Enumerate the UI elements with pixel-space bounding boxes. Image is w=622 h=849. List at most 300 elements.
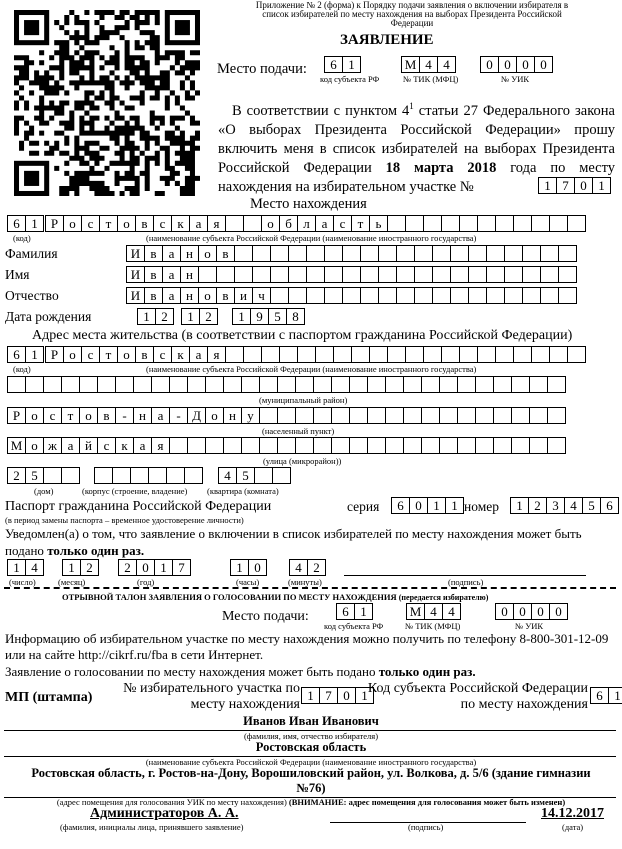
char-cell[interactable] — [94, 467, 113, 484]
char-cell[interactable] — [495, 215, 514, 232]
char-cell[interactable] — [270, 245, 289, 262]
char-cell[interactable] — [486, 287, 505, 304]
tear-uik-code[interactable] — [495, 603, 567, 620]
char-cell[interactable]: 6 — [7, 215, 26, 232]
char-cell[interactable] — [331, 376, 350, 393]
char-cell[interactable] — [439, 376, 458, 393]
char-cell[interactable] — [477, 346, 496, 363]
char-cell[interactable] — [223, 437, 242, 454]
char-cell[interactable] — [7, 376, 26, 393]
char-cell[interactable] — [225, 346, 244, 363]
char-cell[interactable] — [540, 266, 559, 283]
char-cell[interactable]: 2 — [80, 559, 99, 576]
char-cell[interactable] — [477, 215, 496, 232]
apartment-cells[interactable] — [218, 467, 290, 484]
char-cell[interactable] — [288, 266, 307, 283]
char-cell[interactable] — [567, 215, 586, 232]
residence-region-code[interactable] — [7, 346, 43, 363]
location-region-code[interactable] — [7, 215, 43, 232]
char-cell[interactable] — [133, 376, 152, 393]
house-cells[interactable] — [7, 467, 79, 484]
char-cell[interactable] — [441, 215, 460, 232]
char-cell[interactable] — [486, 245, 505, 262]
char-cell[interactable]: 4 — [564, 497, 583, 514]
char-cell[interactable] — [432, 266, 451, 283]
char-cell[interactable]: 2 — [528, 497, 547, 514]
char-cell[interactable] — [288, 287, 307, 304]
char-cell[interactable] — [295, 437, 314, 454]
char-cell[interactable] — [549, 215, 568, 232]
char-cell[interactable]: 6 — [391, 497, 410, 514]
char-cell[interactable]: с — [43, 407, 62, 424]
char-cell[interactable] — [396, 245, 415, 262]
char-cell[interactable]: и — [234, 287, 253, 304]
char-cell[interactable] — [254, 467, 273, 484]
passport-number[interactable] — [510, 497, 618, 514]
char-cell[interactable]: 0 — [534, 56, 553, 73]
birth-year[interactable] — [232, 308, 304, 325]
char-cell[interactable] — [130, 467, 149, 484]
char-cell[interactable] — [475, 376, 494, 393]
char-cell[interactable] — [198, 266, 217, 283]
char-cell[interactable]: 0 — [337, 687, 356, 704]
char-cell[interactable]: в — [144, 266, 163, 283]
char-cell[interactable] — [43, 376, 62, 393]
char-cell[interactable] — [421, 437, 440, 454]
char-cell[interactable]: Р — [45, 346, 64, 363]
char-cell[interactable]: 7 — [556, 177, 575, 194]
char-cell[interactable]: в — [135, 346, 154, 363]
birth-month[interactable] — [181, 308, 217, 325]
submission-tik-code[interactable] — [401, 56, 455, 73]
char-cell[interactable]: т — [99, 346, 118, 363]
tear-subject-code[interactable] — [336, 603, 372, 620]
char-cell[interactable]: а — [189, 346, 208, 363]
char-cell[interactable] — [277, 437, 296, 454]
residence-region-name[interactable] — [45, 346, 585, 363]
char-cell[interactable] — [315, 346, 334, 363]
char-cell[interactable]: с — [333, 215, 352, 232]
char-cell[interactable] — [549, 346, 568, 363]
char-cell[interactable] — [205, 376, 224, 393]
char-cell[interactable]: 1 — [342, 56, 361, 73]
char-cell[interactable]: 4 — [437, 56, 456, 73]
char-cell[interactable]: к — [115, 437, 134, 454]
tear-region-code[interactable] — [590, 687, 622, 704]
char-cell[interactable] — [331, 437, 350, 454]
char-cell[interactable] — [378, 287, 397, 304]
char-cell[interactable]: с — [97, 437, 116, 454]
char-cell[interactable] — [457, 437, 476, 454]
char-cell[interactable]: 2 — [199, 308, 218, 325]
char-cell[interactable]: 1 — [445, 497, 464, 514]
char-cell[interactable] — [432, 245, 451, 262]
char-cell[interactable]: 0 — [549, 603, 568, 620]
char-cell[interactable]: 1 — [592, 177, 611, 194]
char-cell[interactable] — [297, 346, 316, 363]
char-cell[interactable]: к — [171, 215, 190, 232]
char-cell[interactable]: 1 — [137, 308, 156, 325]
char-cell[interactable] — [216, 266, 235, 283]
char-cell[interactable] — [414, 245, 433, 262]
char-cell[interactable]: с — [153, 215, 172, 232]
char-cell[interactable] — [558, 245, 577, 262]
sign-year[interactable] — [118, 559, 190, 576]
char-cell[interactable]: И — [126, 245, 145, 262]
char-cell[interactable]: 6 — [336, 603, 355, 620]
char-cell[interactable] — [205, 437, 224, 454]
char-cell[interactable]: 4 — [289, 559, 308, 576]
char-cell[interactable] — [342, 266, 361, 283]
char-cell[interactable] — [169, 437, 188, 454]
char-cell[interactable] — [277, 407, 296, 424]
char-cell[interactable] — [234, 245, 253, 262]
char-cell[interactable] — [540, 245, 559, 262]
char-cell[interactable]: о — [25, 407, 44, 424]
char-cell[interactable]: о — [63, 215, 82, 232]
char-cell[interactable] — [324, 287, 343, 304]
char-cell[interactable]: т — [99, 215, 118, 232]
char-cell[interactable] — [272, 467, 291, 484]
char-cell[interactable] — [115, 376, 134, 393]
char-cell[interactable]: 6 — [590, 687, 609, 704]
char-cell[interactable] — [288, 245, 307, 262]
char-cell[interactable] — [522, 245, 541, 262]
char-cell[interactable] — [513, 215, 532, 232]
char-cell[interactable]: н — [180, 245, 199, 262]
char-cell[interactable]: с — [81, 346, 100, 363]
char-cell[interactable] — [421, 376, 440, 393]
char-cell[interactable]: а — [315, 215, 334, 232]
sign-month[interactable] — [62, 559, 98, 576]
char-cell[interactable] — [414, 266, 433, 283]
char-cell[interactable]: М — [406, 603, 425, 620]
char-cell[interactable]: 0 — [409, 497, 428, 514]
char-cell[interactable] — [396, 287, 415, 304]
char-cell[interactable] — [522, 287, 541, 304]
char-cell[interactable] — [529, 407, 548, 424]
char-cell[interactable]: 0 — [498, 56, 517, 73]
char-cell[interactable] — [439, 437, 458, 454]
char-cell[interactable] — [387, 215, 406, 232]
char-cell[interactable] — [225, 215, 244, 232]
char-cell[interactable]: 0 — [531, 603, 550, 620]
char-cell[interactable] — [423, 346, 442, 363]
char-cell[interactable] — [522, 266, 541, 283]
char-cell[interactable]: Д — [187, 407, 206, 424]
passport-series[interactable] — [391, 497, 463, 514]
char-cell[interactable] — [513, 346, 532, 363]
char-cell[interactable]: 1 — [230, 559, 249, 576]
char-cell[interactable] — [342, 245, 361, 262]
char-cell[interactable] — [385, 407, 404, 424]
char-cell[interactable] — [367, 407, 386, 424]
char-cell[interactable] — [369, 346, 388, 363]
char-cell[interactable] — [558, 287, 577, 304]
char-cell[interactable] — [187, 437, 206, 454]
char-cell[interactable]: 4 — [424, 603, 443, 620]
char-cell[interactable] — [540, 287, 559, 304]
char-cell[interactable] — [97, 376, 116, 393]
char-cell[interactable] — [349, 376, 368, 393]
char-cell[interactable] — [547, 437, 566, 454]
char-cell[interactable] — [504, 287, 523, 304]
char-cell[interactable]: 0 — [480, 56, 499, 73]
char-cell[interactable] — [511, 407, 530, 424]
char-cell[interactable]: 7 — [172, 559, 191, 576]
char-cell[interactable] — [295, 407, 314, 424]
char-cell[interactable]: а — [151, 407, 170, 424]
char-cell[interactable]: 1 — [608, 687, 622, 704]
char-cell[interactable]: а — [61, 437, 80, 454]
name-cells[interactable] — [126, 266, 576, 283]
char-cell[interactable] — [414, 287, 433, 304]
char-cell[interactable] — [367, 376, 386, 393]
char-cell[interactable] — [241, 376, 260, 393]
char-cell[interactable]: 1 — [25, 215, 44, 232]
char-cell[interactable]: о — [25, 437, 44, 454]
char-cell[interactable]: а — [133, 437, 152, 454]
char-cell[interactable]: о — [261, 215, 280, 232]
char-cell[interactable] — [349, 437, 368, 454]
char-cell[interactable]: 1 — [7, 559, 26, 576]
char-cell[interactable] — [61, 467, 80, 484]
char-cell[interactable] — [450, 287, 469, 304]
char-cell[interactable] — [511, 376, 530, 393]
char-cell[interactable]: 1 — [427, 497, 446, 514]
char-cell[interactable] — [243, 346, 262, 363]
char-cell[interactable]: 0 — [136, 559, 155, 576]
char-cell[interactable] — [529, 376, 548, 393]
char-cell[interactable] — [270, 287, 289, 304]
char-cell[interactable]: - — [169, 407, 188, 424]
char-cell[interactable]: И — [126, 266, 145, 283]
char-cell[interactable]: 4 — [218, 467, 237, 484]
char-cell[interactable] — [234, 266, 253, 283]
char-cell[interactable]: 5 — [582, 497, 601, 514]
char-cell[interactable]: 9 — [250, 308, 269, 325]
char-cell[interactable] — [403, 407, 422, 424]
char-cell[interactable]: я — [151, 437, 170, 454]
char-cell[interactable]: о — [198, 245, 217, 262]
char-cell[interactable] — [295, 376, 314, 393]
char-cell[interactable]: а — [162, 245, 181, 262]
char-cell[interactable] — [459, 346, 478, 363]
char-cell[interactable]: 0 — [248, 559, 267, 576]
char-cell[interactable] — [450, 245, 469, 262]
char-cell[interactable] — [378, 245, 397, 262]
char-cell[interactable]: к — [171, 346, 190, 363]
sign-day[interactable] — [7, 559, 43, 576]
char-cell[interactable] — [241, 437, 260, 454]
char-cell[interactable] — [495, 346, 514, 363]
char-cell[interactable]: 0 — [516, 56, 535, 73]
char-cell[interactable]: М — [401, 56, 420, 73]
char-cell[interactable]: о — [198, 287, 217, 304]
char-cell[interactable] — [243, 215, 262, 232]
char-cell[interactable]: 0 — [574, 177, 593, 194]
char-cell[interactable]: 1 — [538, 177, 557, 194]
char-cell[interactable] — [385, 376, 404, 393]
char-cell[interactable]: 1 — [154, 559, 173, 576]
char-cell[interactable] — [259, 376, 278, 393]
char-cell[interactable]: т — [351, 215, 370, 232]
char-cell[interactable] — [306, 266, 325, 283]
char-cell[interactable] — [169, 376, 188, 393]
char-cell[interactable]: 1 — [232, 308, 251, 325]
char-cell[interactable] — [279, 346, 298, 363]
char-cell[interactable] — [531, 346, 550, 363]
char-cell[interactable] — [439, 407, 458, 424]
char-cell[interactable] — [259, 407, 278, 424]
char-cell[interactable]: 8 — [286, 308, 305, 325]
char-cell[interactable]: ь — [369, 215, 388, 232]
char-cell[interactable]: 1 — [301, 687, 320, 704]
char-cell[interactable] — [112, 467, 131, 484]
char-cell[interactable]: т — [61, 407, 80, 424]
char-cell[interactable] — [378, 266, 397, 283]
char-cell[interactable]: я — [207, 346, 226, 363]
char-cell[interactable]: у — [241, 407, 260, 424]
char-cell[interactable]: 2 — [118, 559, 137, 576]
char-cell[interactable] — [184, 467, 203, 484]
char-cell[interactable] — [529, 437, 548, 454]
char-cell[interactable]: о — [117, 215, 136, 232]
char-cell[interactable] — [441, 346, 460, 363]
char-cell[interactable] — [547, 376, 566, 393]
char-cell[interactable] — [493, 437, 512, 454]
char-cell[interactable]: 1 — [62, 559, 81, 576]
char-cell[interactable]: 5 — [25, 467, 44, 484]
char-cell[interactable] — [457, 407, 476, 424]
char-cell[interactable]: я — [207, 215, 226, 232]
char-cell[interactable] — [367, 437, 386, 454]
char-cell[interactable] — [313, 437, 332, 454]
char-cell[interactable] — [504, 245, 523, 262]
char-cell[interactable]: а — [189, 215, 208, 232]
char-cell[interactable]: в — [135, 215, 154, 232]
char-cell[interactable] — [306, 245, 325, 262]
char-cell[interactable]: 1 — [510, 497, 529, 514]
char-cell[interactable] — [324, 266, 343, 283]
char-cell[interactable] — [79, 376, 98, 393]
char-cell[interactable]: н — [223, 407, 242, 424]
char-cell[interactable] — [306, 287, 325, 304]
char-cell[interactable]: л — [297, 215, 316, 232]
char-cell[interactable] — [223, 376, 242, 393]
sign-hours[interactable] — [230, 559, 266, 576]
char-cell[interactable]: Р — [45, 215, 64, 232]
char-cell[interactable] — [475, 437, 494, 454]
submission-subject-code[interactable] — [324, 56, 360, 73]
char-cell[interactable] — [468, 266, 487, 283]
char-cell[interactable]: 0 — [495, 603, 514, 620]
char-cell[interactable] — [313, 407, 332, 424]
char-cell[interactable]: в — [144, 245, 163, 262]
char-cell[interactable] — [459, 215, 478, 232]
char-cell[interactable]: 3 — [546, 497, 565, 514]
char-cell[interactable] — [396, 266, 415, 283]
submission-uik-code[interactable] — [480, 56, 552, 73]
char-cell[interactable]: с — [153, 346, 172, 363]
patronymic-cells[interactable] — [126, 287, 576, 304]
char-cell[interactable]: 5 — [236, 467, 255, 484]
char-cell[interactable]: й — [79, 437, 98, 454]
char-cell[interactable] — [421, 407, 440, 424]
char-cell[interactable]: И — [126, 287, 145, 304]
char-cell[interactable] — [511, 437, 530, 454]
char-cell[interactable]: М — [7, 437, 26, 454]
char-cell[interactable] — [405, 215, 424, 232]
char-cell[interactable] — [360, 245, 379, 262]
char-cell[interactable] — [432, 287, 451, 304]
char-cell[interactable] — [403, 376, 422, 393]
signature-line[interactable] — [344, 575, 586, 576]
char-cell[interactable] — [450, 266, 469, 283]
char-cell[interactable]: 4 — [25, 559, 44, 576]
char-cell[interactable] — [270, 266, 289, 283]
char-cell[interactable]: 1 — [181, 308, 200, 325]
char-cell[interactable] — [349, 407, 368, 424]
char-cell[interactable]: а — [162, 287, 181, 304]
char-cell[interactable]: о — [79, 407, 98, 424]
char-cell[interactable] — [504, 266, 523, 283]
surname-cells[interactable] — [126, 245, 576, 262]
char-cell[interactable]: о — [63, 346, 82, 363]
char-cell[interactable] — [166, 467, 185, 484]
char-cell[interactable] — [531, 215, 550, 232]
char-cell[interactable] — [261, 346, 280, 363]
char-cell[interactable] — [342, 287, 361, 304]
char-cell[interactable]: ж — [43, 437, 62, 454]
char-cell[interactable]: с — [81, 215, 100, 232]
char-cell[interactable]: о — [117, 346, 136, 363]
char-cell[interactable]: 6 — [600, 497, 619, 514]
char-cell[interactable] — [493, 407, 512, 424]
char-cell[interactable] — [385, 437, 404, 454]
char-cell[interactable]: н — [180, 266, 199, 283]
char-cell[interactable] — [486, 266, 505, 283]
char-cell[interactable] — [558, 266, 577, 283]
char-cell[interactable]: 4 — [419, 56, 438, 73]
char-cell[interactable] — [475, 407, 494, 424]
char-cell[interactable] — [313, 376, 332, 393]
char-cell[interactable] — [151, 376, 170, 393]
building-cells[interactable] — [94, 467, 202, 484]
char-cell[interactable] — [252, 266, 271, 283]
char-cell[interactable]: в — [97, 407, 116, 424]
char-cell[interactable]: в — [216, 245, 235, 262]
settlement-cells[interactable] — [7, 407, 565, 424]
char-cell[interactable]: Р — [7, 407, 26, 424]
char-cell[interactable]: н — [180, 287, 199, 304]
char-cell[interactable] — [252, 245, 271, 262]
station-number[interactable] — [538, 177, 610, 194]
char-cell[interactable]: в — [144, 287, 163, 304]
char-cell[interactable] — [351, 346, 370, 363]
char-cell[interactable] — [567, 346, 586, 363]
char-cell[interactable] — [468, 287, 487, 304]
char-cell[interactable] — [493, 376, 512, 393]
char-cell[interactable]: 2 — [155, 308, 174, 325]
char-cell[interactable] — [324, 245, 343, 262]
char-cell[interactable] — [61, 376, 80, 393]
tear-tik-code[interactable] — [406, 603, 460, 620]
char-cell[interactable]: 5 — [268, 308, 287, 325]
char-cell[interactable]: 6 — [324, 56, 343, 73]
char-cell[interactable]: н — [133, 407, 152, 424]
location-region-name[interactable] — [45, 215, 585, 232]
